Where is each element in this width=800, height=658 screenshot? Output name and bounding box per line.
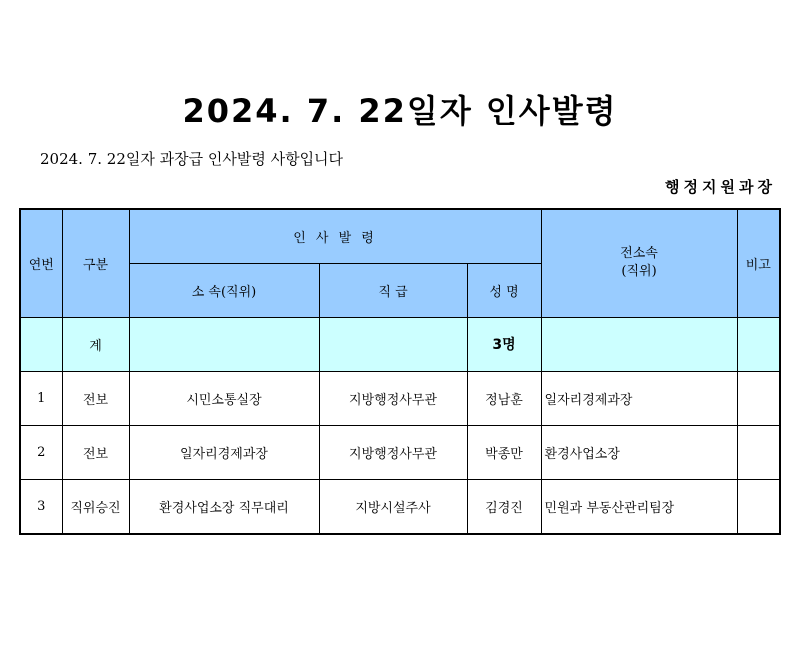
header-seq: 연번	[20, 209, 62, 317]
header-category: 구분	[62, 209, 129, 317]
header-previous-line1: 전소속	[620, 246, 658, 262]
total-note-cell	[737, 317, 780, 371]
header-affiliation: 소 속(직위)	[129, 263, 319, 317]
total-previous-cell	[541, 317, 737, 371]
total-seq-cell	[20, 317, 62, 371]
row-grade: 지방시설주사	[319, 479, 467, 534]
row-seq: 3	[20, 479, 62, 534]
row-affiliation: 일자리경제과장	[129, 425, 319, 479]
row-note	[737, 425, 780, 479]
row-category: 전보	[62, 425, 129, 479]
row-previous: 환경사업소장	[541, 425, 737, 479]
row-category: 전보	[62, 371, 129, 425]
row-note	[737, 371, 780, 425]
header-previous	[541, 209, 737, 317]
total-affiliation-cell	[129, 317, 319, 371]
row-name: 김경진	[467, 479, 541, 534]
appointment-table	[19, 208, 781, 535]
row-previous: 민원과 부동산관리팀장	[541, 479, 737, 534]
total-grade-cell	[319, 317, 467, 371]
row-grade: 지방행정사무관	[319, 425, 467, 479]
total-label: 계	[62, 317, 129, 371]
row-affiliation: 환경사업소장 직무대리	[129, 479, 319, 534]
table-row	[20, 371, 780, 425]
header-name: 성 명	[467, 263, 541, 317]
table-row	[20, 479, 780, 534]
row-name: 박종만	[467, 425, 541, 479]
total-count: 3명	[467, 317, 541, 371]
department-signature: 행정지원과장	[665, 178, 776, 196]
row-note	[737, 479, 780, 534]
page-title: 2024. 7. 22일자 인사발령	[182, 92, 618, 130]
header-note: 비고	[737, 209, 780, 317]
total-row	[20, 317, 780, 371]
row-seq: 2	[20, 425, 62, 479]
header-row-1	[20, 209, 780, 263]
header-previous-line2: (직위)	[621, 264, 657, 280]
row-previous: 일자리경제과장	[541, 371, 737, 425]
row-grade: 지방행정사무관	[319, 371, 467, 425]
row-category: 직위승진	[62, 479, 129, 534]
row-name: 정남훈	[467, 371, 541, 425]
table-row	[20, 425, 780, 479]
subtitle: 2024. 7. 22일자 과장급 인사발령 사항입니다	[40, 150, 344, 168]
header-appointment: 인 사 발 령	[129, 209, 541, 263]
row-seq: 1	[20, 371, 62, 425]
header-grade: 직 급	[319, 263, 467, 317]
row-affiliation: 시민소통실장	[129, 371, 319, 425]
